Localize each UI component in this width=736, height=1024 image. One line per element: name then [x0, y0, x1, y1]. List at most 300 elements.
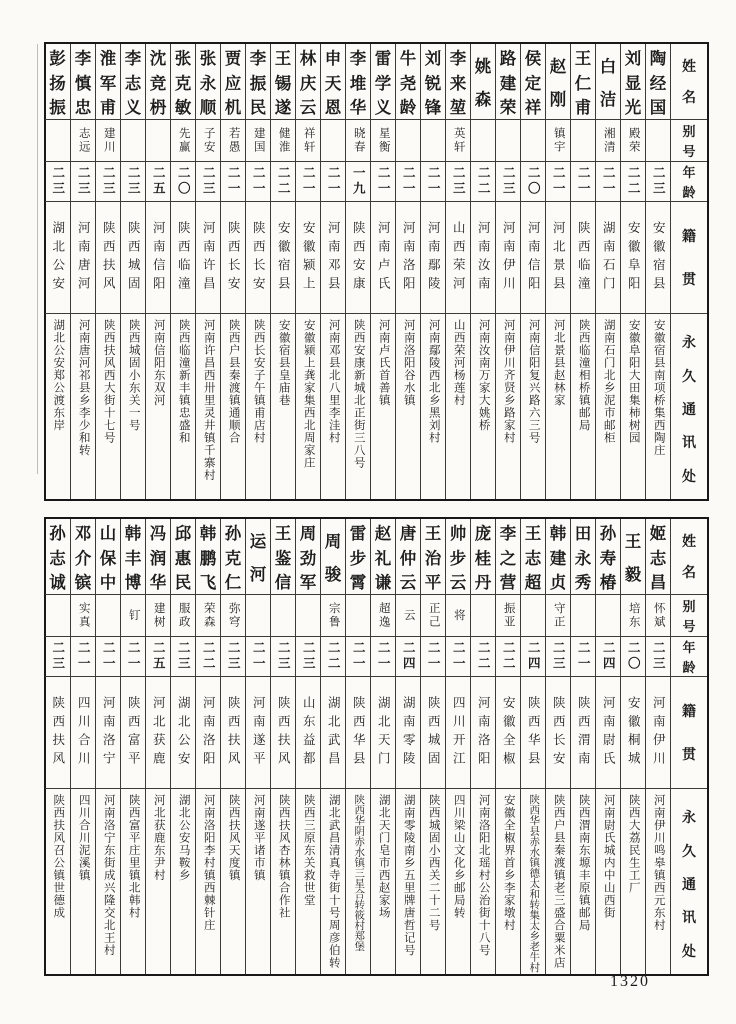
- address-cell: 河南洛宁东街成兴隆交北王村: [102, 794, 115, 957]
- age-cell: 二三: [45, 162, 70, 202]
- name-cell: 李 慎 忠: [71, 44, 95, 120]
- origin-cell: 安徽宿县: [646, 202, 670, 314]
- entry-column: [420, 519, 445, 974]
- entry-column: [620, 519, 645, 974]
- origin-cell: 安徽全椒: [496, 677, 520, 789]
- name-cell: 赵 刚: [546, 44, 570, 120]
- entry-column: [270, 519, 295, 974]
- name-cell: 林 庆 云: [296, 44, 320, 120]
- name-cell: 陶 经 国: [646, 44, 670, 120]
- name-cell: 李 志 义: [121, 44, 145, 120]
- entry-column: [620, 44, 645, 499]
- name-cell: 牛 尧 龄: [396, 44, 420, 120]
- origin-cell: 湖南石门: [596, 202, 620, 314]
- name-cell: 白 洁: [596, 44, 620, 120]
- age-cell: 二〇: [621, 637, 645, 677]
- age-cell: 二一: [421, 162, 445, 202]
- address-cell: 河南信阳复兴路六三号: [527, 319, 540, 444]
- address-cell: 河南洛阳北瑶村公治街十八号: [477, 794, 490, 957]
- age-cell: 二一: [96, 637, 120, 677]
- alias-cell: [521, 120, 545, 162]
- age-cell: 二五: [146, 162, 170, 202]
- alias-cell: [571, 595, 595, 637]
- address-cell: 陕西安康新城北正街三八号: [352, 319, 365, 469]
- alias-cell: [471, 120, 495, 162]
- entry-column: [70, 44, 95, 499]
- name-cell: 冯 润 华: [146, 519, 170, 595]
- origin-cell: 陕西扶风: [45, 677, 70, 789]
- origin-cell: 山西荣河: [446, 202, 470, 314]
- alias-cell: [571, 120, 595, 162]
- alias-cell: [521, 595, 545, 637]
- header-origin-label: 籍 贯: [682, 704, 696, 764]
- origin-cell: 陕西扶风: [221, 677, 245, 789]
- alias-cell: 祥轩: [296, 120, 320, 162]
- alias-cell: 服政: [171, 595, 195, 637]
- origin-cell: 陕西富平: [121, 677, 145, 789]
- origin-cell: 四川开江: [446, 677, 470, 789]
- entry-column: [45, 44, 70, 499]
- entry-column: [245, 519, 270, 974]
- entry-column: [245, 44, 270, 499]
- address-cell: 陕西长安子午镇甫店村: [252, 319, 265, 444]
- entry-column: [220, 519, 245, 974]
- name-cell: 沈 竞 枬: [146, 44, 170, 120]
- address-cell: 陕西户县秦渡镇通顺合: [227, 319, 240, 444]
- entry-column: [170, 44, 195, 499]
- header-origin-cell: [671, 202, 707, 314]
- address-cell: 安徽阜阳大田集柿树园: [627, 319, 640, 444]
- address-cell: 陕西渭南东塬丰原镇邮局: [577, 794, 590, 932]
- origin-cell: 陕西安康: [346, 202, 370, 314]
- age-cell: 二一: [246, 637, 270, 677]
- header-alias-cell: [671, 120, 707, 162]
- entry-column: [645, 44, 670, 499]
- entry-column: [270, 44, 295, 499]
- age-cell: 二一: [571, 637, 595, 677]
- name-cell: 运 河: [246, 519, 270, 595]
- age-cell: 二一: [371, 637, 395, 677]
- name-cell: 唐 仲 云: [396, 519, 420, 595]
- name-cell: 邱 惠 民: [171, 519, 195, 595]
- alias-cell: 宗鲁: [321, 595, 345, 637]
- age-cell: 一九: [346, 162, 370, 202]
- entry-column: [45, 519, 70, 974]
- header-address-label: 永 久 通 讯 处: [682, 811, 696, 960]
- address-cell: 陕西大荔民生工厂: [627, 794, 640, 894]
- address-cell: 河南卢氏首善镇: [377, 319, 390, 407]
- age-cell: 二二: [471, 637, 495, 677]
- age-cell: 二一: [296, 162, 320, 202]
- entry-column: [95, 519, 120, 974]
- alias-cell: 云: [396, 595, 420, 637]
- entry-column: [470, 519, 495, 974]
- alias-cell: [346, 595, 370, 637]
- alias-cell: [496, 120, 520, 162]
- entry-column: [495, 44, 520, 499]
- alias-cell: 将: [446, 595, 470, 637]
- name-cell: 田 永 秀: [571, 519, 595, 595]
- alias-cell: 超逸: [371, 595, 395, 637]
- name-cell: 邓 介 镔: [71, 519, 95, 595]
- origin-cell: 陕西临潼: [171, 202, 195, 314]
- alias-cell: [296, 595, 320, 637]
- address-cell: 陕西户县秦渡镇老三盛合粟米店: [552, 794, 565, 969]
- alias-cell: 守正: [546, 595, 570, 637]
- entry-column: [345, 44, 370, 499]
- entry-column: [545, 44, 570, 499]
- origin-cell: 四川合川: [71, 677, 95, 789]
- address-cell: 陕西三原东关救世堂: [302, 794, 315, 907]
- name-cell: 周 骏: [321, 519, 345, 595]
- header-name-cell: [671, 44, 707, 120]
- address-cell: 山西荣河杨莲村: [452, 319, 465, 407]
- name-cell: 姬 志 昌: [646, 519, 670, 595]
- alias-cell: 建川: [96, 120, 120, 162]
- alias-cell: 先赢: [171, 120, 195, 162]
- alias-cell: [45, 595, 70, 637]
- alias-cell: [471, 595, 495, 637]
- address-cell: 安徽全椒界首乡李家墩村: [502, 794, 515, 932]
- age-cell: 二四: [521, 637, 545, 677]
- alias-cell: [146, 120, 170, 162]
- entry-column: [145, 44, 170, 499]
- age-cell: 二三: [121, 162, 145, 202]
- age-cell: 二一: [221, 162, 245, 202]
- name-cell: 王 志 超: [521, 519, 545, 595]
- entry-column: [595, 519, 620, 974]
- origin-cell: 河南汝南: [471, 202, 495, 314]
- origin-cell: 陕西渭南: [571, 677, 595, 789]
- alias-cell: [646, 120, 670, 162]
- address-cell: 陕西临潼相桥镇邮局: [577, 319, 590, 432]
- origin-cell: 河南鄢陵: [421, 202, 445, 314]
- name-cell: 王 锡 遂: [271, 44, 295, 120]
- alias-cell: 晓春: [346, 120, 370, 162]
- name-cell: 李 来 堃: [446, 44, 470, 120]
- entry-column: [320, 44, 345, 499]
- alias-cell: [45, 120, 70, 162]
- alias-cell: 镇宇: [546, 120, 570, 162]
- entry-column: [445, 44, 470, 499]
- alias-cell: 殿荣: [621, 120, 645, 162]
- origin-cell: 陕西华县: [521, 677, 545, 789]
- name-cell: 贾 应 机: [221, 44, 245, 120]
- origin-cell: 河南洛宁: [96, 677, 120, 789]
- origin-cell: 河北获鹿: [146, 677, 170, 789]
- name-cell: 张 克 敏: [171, 44, 195, 120]
- header-origin-cell: [671, 677, 707, 789]
- name-cell: 孙 寿 椿: [596, 519, 620, 595]
- address-cell: 湖北公安郑公渡东岸: [52, 319, 65, 432]
- address-cell: 安徽颍上龚家集西北周家庄: [302, 319, 315, 469]
- address-cell: 河南唐河祁县乡李少和转: [77, 319, 90, 457]
- address-cell: 湖北天门皂市西赵家场: [377, 794, 390, 919]
- address-cell: 河南遂平诸市镇: [252, 794, 265, 882]
- origin-cell: 陕西扶风: [271, 677, 295, 789]
- name-cell: 淮 军 甫: [96, 44, 120, 120]
- age-cell: 二三: [296, 637, 320, 677]
- name-cell: 韩 丰 博: [121, 519, 145, 595]
- alias-cell: [421, 120, 445, 162]
- name-cell: 孙 克 仁: [221, 519, 245, 595]
- name-cell: 李 堆 华: [346, 44, 370, 120]
- origin-cell: 陕西华县: [346, 677, 370, 789]
- name-cell: 帅 步 云: [446, 519, 470, 595]
- alias-cell: [121, 120, 145, 162]
- alias-cell: [321, 120, 345, 162]
- name-cell: 刘 显 光: [621, 44, 645, 120]
- entry-column: [395, 44, 420, 499]
- address-cell: 河南鄢陵西北乡黑刘村: [427, 319, 440, 444]
- header-alias-cell: [671, 595, 707, 637]
- age-cell: 二一: [246, 162, 270, 202]
- origin-cell: 湖北公安: [171, 677, 195, 789]
- header-alias-label: 别 号: [682, 124, 696, 159]
- header-age-cell: [671, 637, 707, 677]
- age-cell: 二一: [571, 162, 595, 202]
- address-cell: 湖南石门北乡泥市邮柜: [602, 319, 615, 444]
- origin-cell: 河南伊川: [646, 677, 670, 789]
- origin-cell: 河南唐河: [71, 202, 95, 314]
- entry-column: [195, 519, 220, 974]
- alias-cell: 振亚: [496, 595, 520, 637]
- header-name-label: 姓 名: [682, 59, 696, 107]
- origin-cell: 河北景县: [546, 202, 570, 314]
- scan-gutter-line: [37, 44, 38, 474]
- name-cell: 王 鉴 信: [271, 519, 295, 595]
- name-cell: 雷 学 义: [371, 44, 395, 120]
- age-cell: 二三: [96, 162, 120, 202]
- name-cell: 姚 森: [471, 44, 495, 120]
- entry-column: [145, 519, 170, 974]
- age-cell: 二四: [396, 637, 420, 677]
- entry-column: [545, 519, 570, 974]
- address-cell: 陕西华县赤水镇德太和转集太乡老牛村: [528, 794, 540, 973]
- address-cell: 陕西扶风杏林镇合作社: [277, 794, 290, 919]
- entry-column: [295, 44, 320, 499]
- alias-cell: [396, 120, 420, 162]
- name-cell: 路 建 荣: [496, 44, 520, 120]
- entry-column: [195, 44, 220, 499]
- address-cell: 河南尉氏城内中山西街: [602, 794, 615, 919]
- age-cell: 二一: [396, 162, 420, 202]
- directory-table-top: [44, 42, 709, 501]
- address-cell: 安徽宿县南项桥集西陶庄: [652, 319, 665, 457]
- header-alias-label: 别 号: [682, 599, 696, 634]
- alias-cell: 建国: [246, 120, 270, 162]
- origin-cell: 陕西长安: [221, 202, 245, 314]
- entry-column: [345, 519, 370, 974]
- name-cell: 韩 鹏 飞: [196, 519, 220, 595]
- entry-column: [395, 519, 420, 974]
- alias-cell: [96, 595, 120, 637]
- address-cell: 河南信阳东双河: [152, 319, 165, 407]
- origin-cell: 陕西长安: [246, 202, 270, 314]
- name-cell: 孙 志 诚: [45, 519, 70, 595]
- address-cell: 湖北武昌清真寺街十号周彦伯转: [327, 794, 340, 969]
- address-cell: 安徽宿县皇庙巷: [277, 319, 290, 407]
- age-cell: 二一: [446, 637, 470, 677]
- age-cell: 二二: [196, 637, 220, 677]
- age-cell: 二一: [371, 162, 395, 202]
- entry-column: [570, 519, 595, 974]
- header-address-label: 永 久 通 讯 处: [682, 336, 696, 485]
- age-cell: 二三: [45, 637, 70, 677]
- name-cell: 张 永 顺: [196, 44, 220, 120]
- age-cell: 二三: [271, 637, 295, 677]
- origin-cell: 安徽桐城: [621, 677, 645, 789]
- address-cell: 河南邓县北八里李洼村: [327, 319, 340, 444]
- entry-column: [320, 519, 345, 974]
- header-address-cell: [671, 314, 707, 499]
- origin-cell: 河南尉氏: [596, 677, 620, 789]
- entry-column: [370, 44, 395, 499]
- entry-column: [420, 44, 445, 499]
- name-cell: 彭 扬 振: [45, 44, 70, 120]
- origin-cell: 陕西临潼: [571, 202, 595, 314]
- origin-cell: 湖北公安: [45, 202, 70, 314]
- alias-cell: 星衡: [371, 120, 395, 162]
- entry-column: [120, 519, 145, 974]
- header-address-cell: [671, 789, 707, 974]
- age-cell: 二一: [596, 162, 620, 202]
- name-cell: 王 毅: [621, 519, 645, 595]
- address-cell: 湖南零陵南乡五里牌唐哲记号: [402, 794, 415, 957]
- address-cell: 河北获鹿东尹村: [152, 794, 165, 882]
- name-cell: 雷 步 霄: [346, 519, 370, 595]
- age-cell: 二四: [596, 637, 620, 677]
- address-cell: 四川梁山文化乡邮局转: [452, 794, 465, 919]
- name-cell: 王 治 平: [421, 519, 445, 595]
- address-cell: 河南伊川齐贤乡路家村: [502, 319, 515, 444]
- age-cell: 二二: [621, 162, 645, 202]
- origin-cell: 河南卢氏: [371, 202, 395, 314]
- age-cell: 二三: [171, 637, 195, 677]
- alias-cell: 子安: [196, 120, 220, 162]
- entry-column: [570, 44, 595, 499]
- alias-cell: 建树: [146, 595, 170, 637]
- age-cell: 二三: [646, 637, 670, 677]
- alias-cell: 英轩: [446, 120, 470, 162]
- origin-cell: 陕西扶风: [96, 202, 120, 314]
- entry-column: [370, 519, 395, 974]
- entry-column: [70, 519, 95, 974]
- alias-cell: 若愚: [221, 120, 245, 162]
- age-cell: 二三: [646, 162, 670, 202]
- entry-column: [470, 44, 495, 499]
- directory-table-bottom: [44, 517, 709, 976]
- age-cell: 二一: [121, 637, 145, 677]
- header-name-label: 姓 名: [682, 534, 696, 582]
- origin-cell: 湖北天门: [371, 677, 395, 789]
- name-cell: 李 之 营: [496, 519, 520, 595]
- address-cell: 陕西临潼新丰镇忠盛和: [177, 319, 190, 444]
- age-cell: 二一: [321, 162, 345, 202]
- entry-column: [445, 519, 470, 974]
- origin-cell: 河南洛阳: [196, 677, 220, 789]
- header-age-label: 年 龄: [682, 165, 696, 200]
- address-cell: 湖北公安马鞍乡: [177, 794, 190, 882]
- address-cell: 河南汝南万家大姚桥: [477, 319, 490, 432]
- address-cell: 陕西富平庄里镇北韩村: [127, 794, 140, 919]
- entry-column: [295, 519, 320, 974]
- address-cell: 河南洛阳李村镇西棘针庄: [202, 794, 215, 932]
- header-column: [670, 44, 707, 499]
- name-cell: 庞 桂 丹: [471, 519, 495, 595]
- origin-cell: 陕西城固: [121, 202, 145, 314]
- age-cell: 二三: [71, 162, 95, 202]
- header-name-cell: [671, 519, 707, 595]
- address-cell: 陕西华阴赤水镇三星合转筱村郑堡: [353, 794, 365, 952]
- name-cell: 李 振 民: [246, 44, 270, 120]
- entry-column: [495, 519, 520, 974]
- origin-cell: 安徽阜阳: [621, 202, 645, 314]
- address-cell: 陕西城固小西关二十二号: [427, 794, 440, 932]
- name-cell: 侯 定 祥: [521, 44, 545, 120]
- alias-cell: 培东: [621, 595, 645, 637]
- entry-column: [520, 44, 545, 499]
- address-cell: 河北景县赵林家: [552, 319, 565, 407]
- age-cell: 二一: [421, 637, 445, 677]
- age-cell: 二三: [496, 162, 520, 202]
- age-cell: 二一: [346, 637, 370, 677]
- entry-column: [645, 519, 670, 974]
- origin-cell: 河南伊川: [496, 202, 520, 314]
- age-cell: 二三: [546, 637, 570, 677]
- alias-cell: 实真: [71, 595, 95, 637]
- origin-cell: 山东益都: [296, 677, 320, 789]
- address-cell: 河南洛阳谷水镇: [402, 319, 415, 407]
- origin-cell: 安徽颍上: [296, 202, 320, 314]
- age-cell: 二一: [71, 637, 95, 677]
- address-cell: 河南伊川鸣皋镇西元东村: [652, 794, 665, 932]
- name-cell: 赵 礼 谦: [371, 519, 395, 595]
- name-cell: 山 保 中: [96, 519, 120, 595]
- entry-column: [170, 519, 195, 974]
- age-cell: 二〇: [521, 162, 545, 202]
- header-column: [670, 519, 707, 974]
- origin-cell: 河南遂平: [246, 677, 270, 789]
- page-number: 1320: [610, 973, 650, 990]
- alias-cell: 荣森: [196, 595, 220, 637]
- name-cell: 刘 锐 锋: [421, 44, 445, 120]
- age-cell: 二三: [221, 637, 245, 677]
- age-cell: 二五: [146, 637, 170, 677]
- address-cell: 四川合川泥溪镇: [77, 794, 90, 882]
- age-cell: 二二: [271, 162, 295, 202]
- address-cell: 陕西扶风召公镇世德成: [52, 794, 65, 919]
- alias-cell: [596, 595, 620, 637]
- entry-column: [120, 44, 145, 499]
- address-cell: 陕西扶风天度镇: [227, 794, 240, 882]
- origin-cell: 河南信阳: [146, 202, 170, 314]
- origin-cell: 陕西城固: [421, 677, 445, 789]
- address-cell: 河南许昌西卅里灵井镇千寨村: [202, 319, 215, 482]
- alias-cell: 湘清: [596, 120, 620, 162]
- age-cell: 二〇: [171, 162, 195, 202]
- origin-cell: 河南洛阳: [396, 202, 420, 314]
- entry-column: [595, 44, 620, 499]
- entry-column: [220, 44, 245, 499]
- age-cell: 二三: [196, 162, 220, 202]
- age-cell: 二三: [446, 162, 470, 202]
- name-cell: 韩 建 贞: [546, 519, 570, 595]
- alias-cell: [271, 595, 295, 637]
- address-cell: 陕西城固小东关一号: [127, 319, 140, 432]
- origin-cell: 湖南零陵: [396, 677, 420, 789]
- entry-column: [95, 44, 120, 499]
